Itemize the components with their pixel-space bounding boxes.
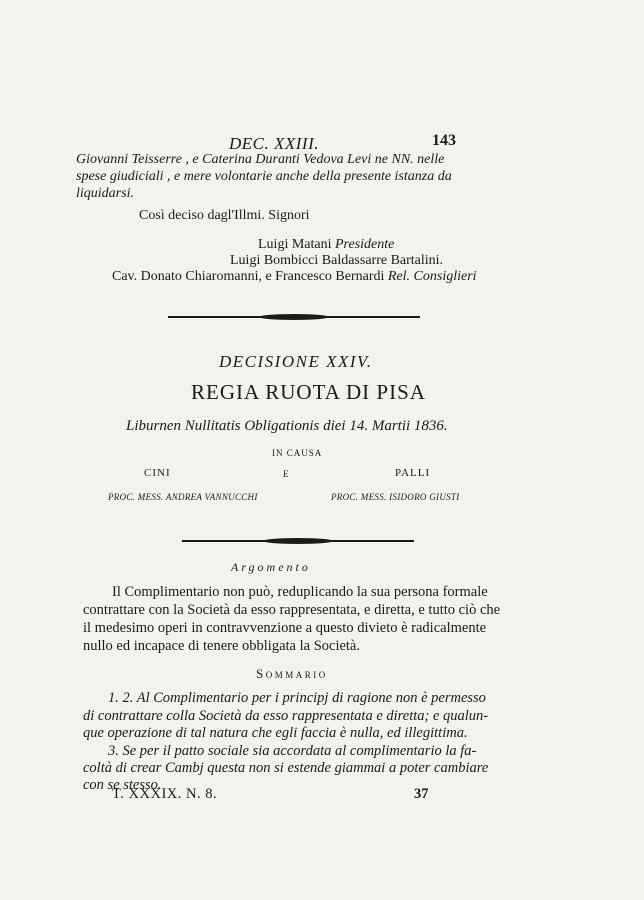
judge-line-3 [112,269,477,285]
counsel-right: PROC. MESS. ISIDORO GIUSTI [331,492,460,502]
court-name: REGIA RUOTA DI PISA [191,380,426,404]
sommario-heading: Sommario [256,666,328,681]
in-causa: IN CAUSA [272,448,323,458]
sommario-line-2: di contrattare colla Società da esso rappresentata e diretta; e qualun- [83,708,489,724]
party-right: PALLI [395,467,431,479]
previous-decision-line-1: Giovanni Teisserre , e Caterina Duranti Vedova Levi ne NN. nelle [76,152,445,167]
previous-decision-line-3: liquidarsi. [76,186,134,201]
judge-name: Luigi Matani [258,237,332,252]
judge-name: Cav. Donato Chiaromanni, e Francesco Bernardi [112,269,385,284]
page-number: 143 [432,132,456,149]
sommario-line-6: con se stesso. [83,777,162,793]
sommario-line-5: coltà di crear Cambj questa non si estende giammai a poter cambiare [83,760,489,776]
previous-decision-line-2: spese giudiciali , e mere volontarie anche della presente istanza da [76,169,452,184]
argomento-line-4: nullo ed incapace di tenere obbligata la Società. [83,638,360,654]
judge-line-2: Luigi Bombicci Baldassarre Bartalini. [230,253,444,268]
judge-role: Rel. Consiglieri [387,269,477,284]
running-title: DEC. XXIII. [229,134,320,153]
signature-mark: 37 [414,786,429,802]
sommario-line-3: que operazione di tal natura che egli faccia è nulla, ed illegittima. [83,725,468,741]
argomento-line-3: il medesimo operi in contravvenzione a questo divieto è radicalmente [83,620,487,636]
signature: T. XXXIX. N. 8. [112,786,218,802]
sommario-line-1: 1. 2. Al Complimentario per i principj di ragione non è permesso [108,690,486,706]
sommario-line-4: 3. Se per il patto sociale sia accordata al complimentario la fa- [108,743,477,759]
judge-line-1 [258,237,394,253]
party-conj: E [283,469,289,479]
judge-role: Presidente [335,237,395,252]
argomento-line-1: Il Complimentario non può, reduplicando la sua persona formale [112,584,488,600]
counsel-left: PROC. MESS. ANDREA VANNUCCHI [108,492,258,502]
case-title: Liburnen Nullitatis Obligationis diei 14. Martii 1836. [126,418,448,434]
party-left: CINI [144,467,171,479]
argomento-line-2: contrattare con la Società da esso rappresentata, e diretta, e tutto ciò che [83,602,501,618]
decision-number: DECISIONE XXIV. [219,352,373,371]
argomento-heading: Argomento [231,560,311,574]
decided-by: Così deciso dagl'Illmi. Signori [139,208,310,223]
